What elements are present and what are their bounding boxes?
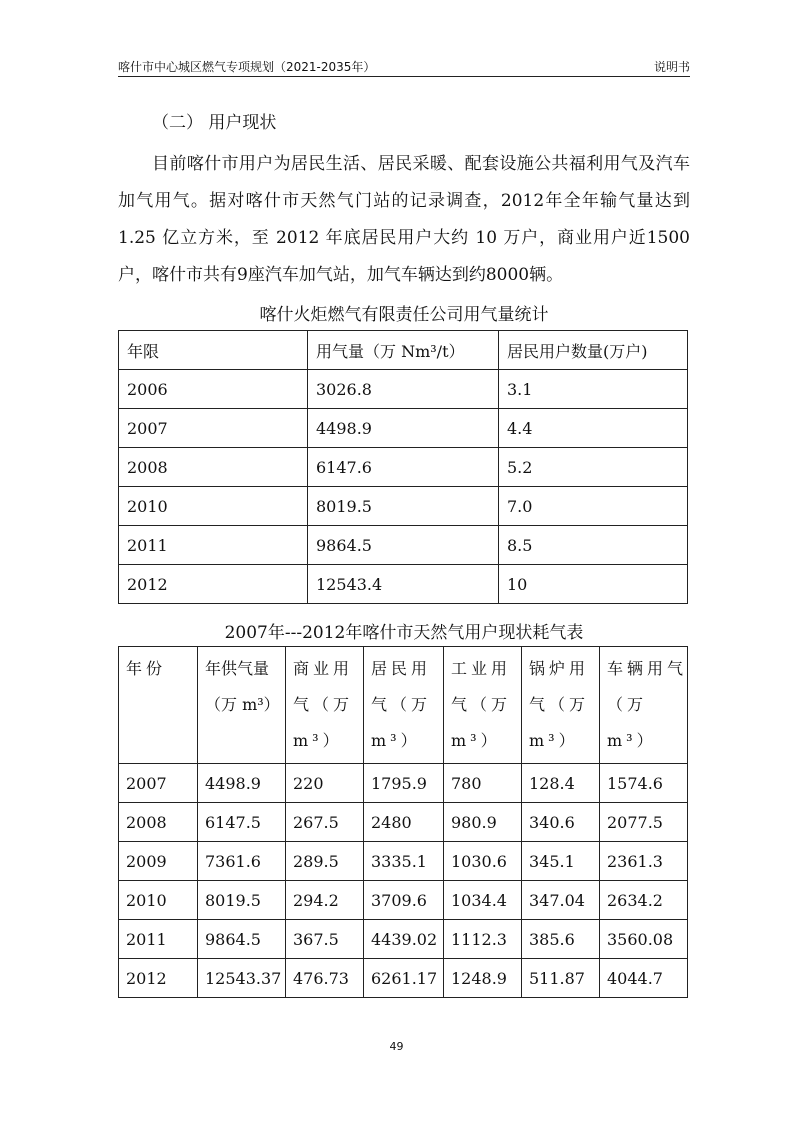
table-cell: 3026.8 xyxy=(308,370,499,409)
table1-caption: 喀什火炬燃气有限责任公司用气量统计 xyxy=(259,305,549,325)
table-row xyxy=(119,881,688,920)
table-row xyxy=(119,764,688,803)
section-title: （二） 用户现状 xyxy=(152,113,277,133)
table-cell: 980.9 xyxy=(444,803,522,842)
header-title: 喀什市中心城区燃气专项规划（2021-2035年） xyxy=(118,60,376,74)
page-number: 49 xyxy=(389,1040,404,1053)
table-cell: 9864.5 xyxy=(198,920,286,959)
table-cell: 2480 xyxy=(364,803,444,842)
body-paragraph: 目前喀什市用户为居民生活、居民采暖、配套设施公共福利用气及汽车加气用气。据对喀什市天然气门站的记录调查，2012年全年输气量达到 1.25 亿立方米，至 2012 年底居民用户大约 10 万户，商业用户近1500户，喀什市共有9座汽车加气站，加气车辆达到约8000辆。 xyxy=(118,154,690,285)
table-cell: 2012 xyxy=(119,565,308,604)
table-cell: 1795.9 xyxy=(364,764,444,803)
table-row xyxy=(119,526,688,565)
table-header-cell: 年供气量（万 m³） xyxy=(198,647,286,764)
table-cell: 2012 xyxy=(119,959,198,998)
table-cell: 2361.3 xyxy=(600,842,688,881)
table2-caption: 2007年---2012年喀什市天然气用户现状耗气表 xyxy=(224,623,584,643)
table-cell: 2077.5 xyxy=(600,803,688,842)
table-cell: 12543.4 xyxy=(308,565,499,604)
table-cell: 347.04 xyxy=(522,881,600,920)
table-cell: 511.87 xyxy=(522,959,600,998)
table-cell: 4439.02 xyxy=(364,920,444,959)
table-cell: 2011 xyxy=(119,920,198,959)
table-cell: 10 xyxy=(499,565,688,604)
table-cell: 367.5 xyxy=(286,920,364,959)
table-cell: 345.1 xyxy=(522,842,600,881)
table-cell: 3709.6 xyxy=(364,881,444,920)
table-cell: 3560.08 xyxy=(600,920,688,959)
table-cell: 128.4 xyxy=(522,764,600,803)
table-header-row xyxy=(119,647,688,764)
table-cell: 4498.9 xyxy=(198,764,286,803)
table-row xyxy=(119,959,688,998)
table-header-cell: 用气量（万 Nm³/t） xyxy=(308,331,499,370)
table-cell: 2009 xyxy=(119,842,198,881)
table-row xyxy=(119,842,688,881)
table-row xyxy=(119,803,688,842)
table-cell: 476.73 xyxy=(286,959,364,998)
page-header xyxy=(118,54,690,77)
table-cell: 8019.5 xyxy=(308,487,499,526)
table-cell: 5.2 xyxy=(499,448,688,487)
table-cell: 8019.5 xyxy=(198,881,286,920)
table-cell: 2634.2 xyxy=(600,881,688,920)
table-cell: 8.5 xyxy=(499,526,688,565)
table-cell: 220 xyxy=(286,764,364,803)
table-header-cell: 年限 xyxy=(119,331,308,370)
table-cell: 7361.6 xyxy=(198,842,286,881)
table-cell: 3335.1 xyxy=(364,842,444,881)
table-cell: 267.5 xyxy=(286,803,364,842)
table-cell: 7.0 xyxy=(499,487,688,526)
table-cell: 12543.37 xyxy=(198,959,286,998)
table-cell: 2007 xyxy=(119,764,198,803)
table-header-cell: 商业用气（万 m³） xyxy=(286,647,364,764)
table-cell: 2010 xyxy=(119,881,198,920)
table-header-cell: 年份 xyxy=(119,647,198,764)
table-row xyxy=(119,409,688,448)
table-cell: 2011 xyxy=(119,526,308,565)
table-cell: 4.4 xyxy=(499,409,688,448)
table-cell: 4498.9 xyxy=(308,409,499,448)
table-cell: 1034.4 xyxy=(444,881,522,920)
table-cell: 3.1 xyxy=(499,370,688,409)
table-header-cell: 车辆用气（万 m³） xyxy=(600,647,688,764)
table-cell: 2010 xyxy=(119,487,308,526)
table-cell: 340.6 xyxy=(522,803,600,842)
table-cell: 1574.6 xyxy=(600,764,688,803)
table-cell: 4044.7 xyxy=(600,959,688,998)
table-cell: 289.5 xyxy=(286,842,364,881)
table-header-cell: 居民用气（万 m³） xyxy=(364,647,444,764)
table-header-cell: 工业用气（万 m³） xyxy=(444,647,522,764)
table-cell: 6147.6 xyxy=(308,448,499,487)
table-cell: 294.2 xyxy=(286,881,364,920)
table-cell: 6147.5 xyxy=(198,803,286,842)
table-cell: 1112.3 xyxy=(444,920,522,959)
table-header-cell: 居民用户数量(万户) xyxy=(499,331,688,370)
table-header-row xyxy=(119,331,688,370)
table-cell: 780 xyxy=(444,764,522,803)
table-cell: 9864.5 xyxy=(308,526,499,565)
table-cell: 1030.6 xyxy=(444,842,522,881)
table-header-cell: 锅炉用气（万 m³） xyxy=(522,647,600,764)
table-cell: 2006 xyxy=(119,370,308,409)
table-cell: 1248.9 xyxy=(444,959,522,998)
table-cell: 2008 xyxy=(119,803,198,842)
table-row xyxy=(119,448,688,487)
table-row xyxy=(119,565,688,604)
table-cell: 2007 xyxy=(119,409,308,448)
table-cell: 6261.17 xyxy=(364,959,444,998)
table-row xyxy=(119,370,688,409)
header-doc-type: 说明书 xyxy=(653,60,690,74)
gas-consumption-table xyxy=(118,646,688,998)
table-row xyxy=(119,920,688,959)
table-row xyxy=(119,487,688,526)
gas-usage-table xyxy=(118,330,688,604)
table-cell: 385.6 xyxy=(522,920,600,959)
table-cell: 2008 xyxy=(119,448,308,487)
